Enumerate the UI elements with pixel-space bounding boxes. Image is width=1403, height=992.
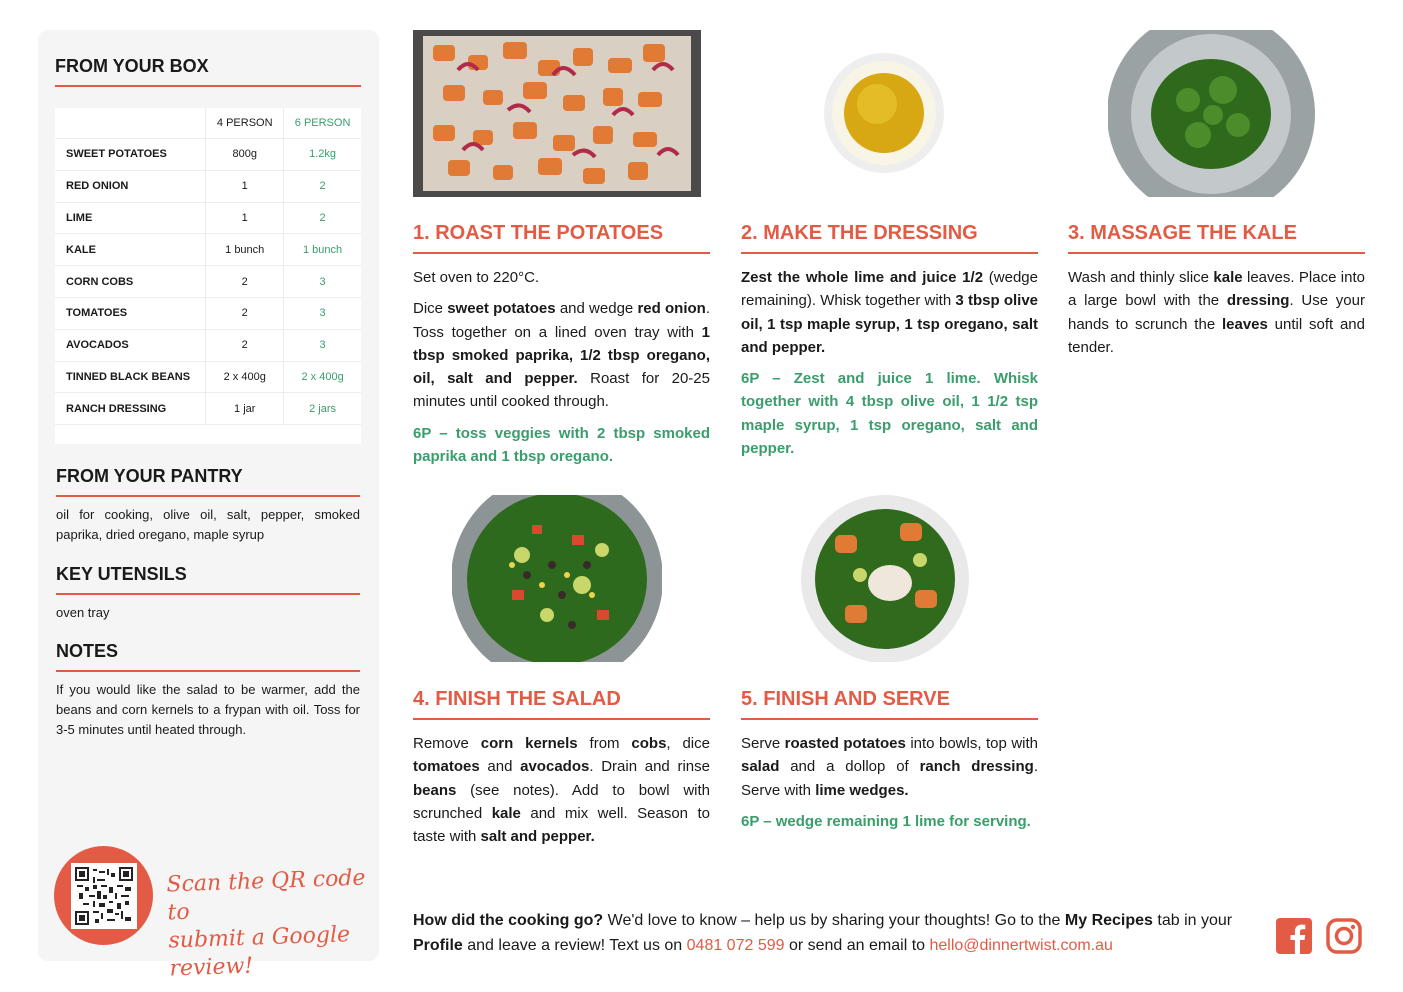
- step-1-6p-note: 6P – toss veggies with 2 tbsp smoked paprika and 1 tbsp oregano.: [413, 424, 710, 466]
- table-header-row: [55, 108, 361, 139]
- text-run: kale: [1213, 269, 1243, 286]
- text-run: or send an email to: [784, 937, 930, 954]
- table-row: [55, 266, 361, 298]
- table-cell: 2: [283, 171, 361, 202]
- text-run: leaves. Place into a large bowl with the: [1068, 269, 1365, 310]
- step-5-title: 5. FINISH AND SERVE: [741, 688, 1038, 720]
- text-run: red onion: [637, 300, 706, 318]
- text-run: Zest the whole lime and juice 1/2: [741, 269, 984, 286]
- text-run: Remove: [413, 735, 481, 752]
- table-cell: 1.2kg: [283, 139, 361, 170]
- table-cell: KALE: [66, 243, 96, 256]
- salad-bowl-photo: [452, 495, 662, 662]
- step-1-title: 1. ROAST THE POTATOES: [413, 222, 710, 254]
- table-cell: 2 x 400g: [205, 362, 283, 393]
- text-run: . Use your hands to scrunch the: [1068, 292, 1365, 333]
- text-run: beans: [413, 781, 457, 799]
- text-run: and: [479, 758, 521, 776]
- table-row: [55, 298, 361, 330]
- table-cell: 1: [205, 203, 283, 234]
- step-5-6p-note: 6P – wedge remaining 1 lime for serving.: [741, 812, 1031, 830]
- text-run: . Drain and rinse: [589, 758, 710, 776]
- table-row: [55, 330, 361, 362]
- feedback-footer: [413, 908, 1263, 958]
- text-run: lime wedges.: [815, 781, 909, 799]
- text-run: (wedge remaining). Whisk together with: [741, 269, 1038, 310]
- text-run: leaves: [1221, 315, 1268, 333]
- table-cell: CORN COBS: [66, 275, 134, 288]
- text-run: into bowls, top with: [905, 735, 1038, 752]
- text-run: and wedge: [555, 300, 638, 318]
- table-cell: RANCH DRESSING: [66, 402, 167, 415]
- table-cell: 2: [283, 203, 361, 234]
- text-run: and a dollop of: [779, 758, 920, 776]
- table-cell: AVOCADOS: [66, 339, 129, 352]
- text-run: . Serve with: [741, 758, 1038, 799]
- utensils-title: KEY UTENSILS: [56, 564, 360, 595]
- table-cell: 1 bunch: [283, 234, 361, 265]
- table-row: [55, 362, 361, 394]
- text-run: 1 tbsp smoked paprika, 1/2 tbsp oregano, oil, salt and pepper.: [413, 323, 710, 388]
- text-run: corn kernels: [480, 735, 578, 752]
- serving-bowl-photo: [800, 495, 970, 662]
- table-cell: 800g: [205, 139, 283, 170]
- pantry-text: oil for cooking, olive oil, salt, pepper, smoked paprika, dried oregano, maple syrup: [56, 507, 360, 542]
- table-row: [55, 171, 361, 203]
- qr-code-icon[interactable]: [71, 863, 137, 929]
- text-run: roasted potatoes: [784, 735, 906, 752]
- table-cell: 2: [205, 298, 283, 329]
- step-1-text-1: Set oven to 220°C.: [413, 269, 540, 286]
- text-run: cobs: [631, 735, 667, 752]
- step-3-text-1: [1068, 266, 1365, 359]
- table-cell: 2 x 400g: [283, 362, 361, 393]
- text-run: Dice: [413, 300, 448, 318]
- table-cell: 3: [283, 330, 361, 361]
- step-3-title: 3. MASSAGE THE KALE: [1068, 222, 1365, 254]
- table-row: [55, 393, 361, 425]
- step-4: [413, 688, 710, 856]
- text-run: kale: [491, 804, 521, 822]
- text-run: We'd love to know – help us by sharing your thoughts! Go to the: [603, 912, 1065, 929]
- text-run: avocados: [520, 758, 590, 776]
- table-header-cell: 4 PERSON: [205, 108, 283, 138]
- table-cell: TINNED BLACK BEANS: [66, 370, 191, 383]
- text-run: salt and pepper.: [480, 828, 595, 846]
- text-run: . Toss together on a lined oven tray with: [413, 300, 711, 341]
- text-run: Profile: [413, 937, 463, 954]
- table-cell: RED ONION: [66, 180, 129, 193]
- ingredients-table: [55, 108, 361, 444]
- dressing-photo: [823, 52, 945, 174]
- text-run: sweet potatoes: [447, 300, 556, 318]
- sidebar-panel: [38, 30, 379, 982]
- table-row: [55, 203, 361, 235]
- table-row: [55, 234, 361, 266]
- text-run: hello@dinnertwist.com.au: [929, 937, 1113, 954]
- step-4-text-1: [413, 732, 710, 848]
- step-1: [413, 222, 710, 476]
- step-2-text-1: [741, 266, 1038, 359]
- instagram-icon[interactable]: [1326, 918, 1362, 954]
- table-header-cell: 6 PERSON: [283, 108, 361, 138]
- step-5: [741, 688, 1038, 841]
- text-run: salad: [741, 758, 780, 776]
- text-run: and mix well. Season to taste with: [413, 804, 710, 846]
- step-2: [741, 222, 1038, 468]
- table-cell: 3: [283, 266, 361, 297]
- text-run: 0481 072 599: [686, 937, 785, 954]
- qr-caption-line2: submit a Google review!: [168, 922, 351, 982]
- text-run: 3 tbsp olive oil, 1 tsp maple syrup, 1 tsp oregano, salt and pepper.: [741, 292, 1039, 356]
- pantry-title: FROM YOUR PANTRY: [56, 466, 360, 497]
- notes-title: NOTES: [56, 641, 360, 672]
- text-run: (see notes). Add to bowl with scrunched: [413, 781, 710, 822]
- text-run: Roast for 20-25 minutes until cooked through.: [413, 370, 710, 411]
- step-5-text-1: [741, 732, 1038, 802]
- text-run: dressing: [1226, 292, 1290, 310]
- from-your-box-title: FROM YOUR BOX: [55, 56, 361, 87]
- text-run: Serve: [741, 735, 785, 752]
- table-cell: 1: [205, 171, 283, 202]
- table-cell: 3: [283, 298, 361, 329]
- qr-caption-line1: Scan the QR code to: [166, 865, 366, 926]
- table-cell: 1 bunch: [205, 234, 283, 265]
- notes-text: If you would like the salad to be warmer, add the beans and corn kernels to a frypan with oil. Toss for 3-5 minutes until heated through.: [56, 682, 360, 737]
- utensils-text: oven tray: [56, 605, 110, 620]
- table-cell: LIME: [66, 211, 93, 224]
- text-run: tab in your: [1152, 912, 1233, 929]
- step-4-title: 4. FINISH THE SALAD: [413, 688, 710, 720]
- roast-potatoes-photo: [413, 30, 701, 197]
- text-run: My Recipes: [1064, 912, 1153, 929]
- table-cell: 2 jars: [283, 393, 361, 424]
- text-run: Wash and thinly slice: [1068, 269, 1214, 286]
- qr-code-badge[interactable]: [54, 846, 153, 945]
- qr-caption: [166, 865, 370, 984]
- step-1-text-2: [413, 297, 710, 413]
- step-2-6p-note: 6P – Zest and juice 1 lime. Whisk together with 4 tbsp olive oil, 1 1/2 tsp maple syrup, 1 tsp oregano, salt and pepper.: [741, 370, 1038, 458]
- kale-bowl-photo: [1108, 30, 1315, 197]
- table-cell: TOMATOES: [66, 307, 128, 320]
- table-row: [55, 139, 361, 171]
- table-cell: 1 jar: [205, 393, 283, 424]
- text-run: How did the cooking go?: [413, 912, 604, 929]
- text-run: from: [577, 735, 632, 752]
- table-cell: SWEET POTATOES: [66, 148, 167, 161]
- step-2-title: 2. MAKE THE DRESSING: [741, 222, 1038, 254]
- text-run: tomatoes: [413, 758, 480, 776]
- step-3: [1068, 222, 1365, 367]
- table-cell: 2: [205, 266, 283, 297]
- text-run: and leave a review! Text us on: [462, 937, 687, 954]
- text-run: ranch dressing: [919, 758, 1034, 776]
- facebook-icon[interactable]: [1276, 918, 1312, 954]
- table-cell: 2: [205, 330, 283, 361]
- text-run: until soft and tender.: [1068, 315, 1365, 356]
- text-run: , dice: [666, 735, 710, 752]
